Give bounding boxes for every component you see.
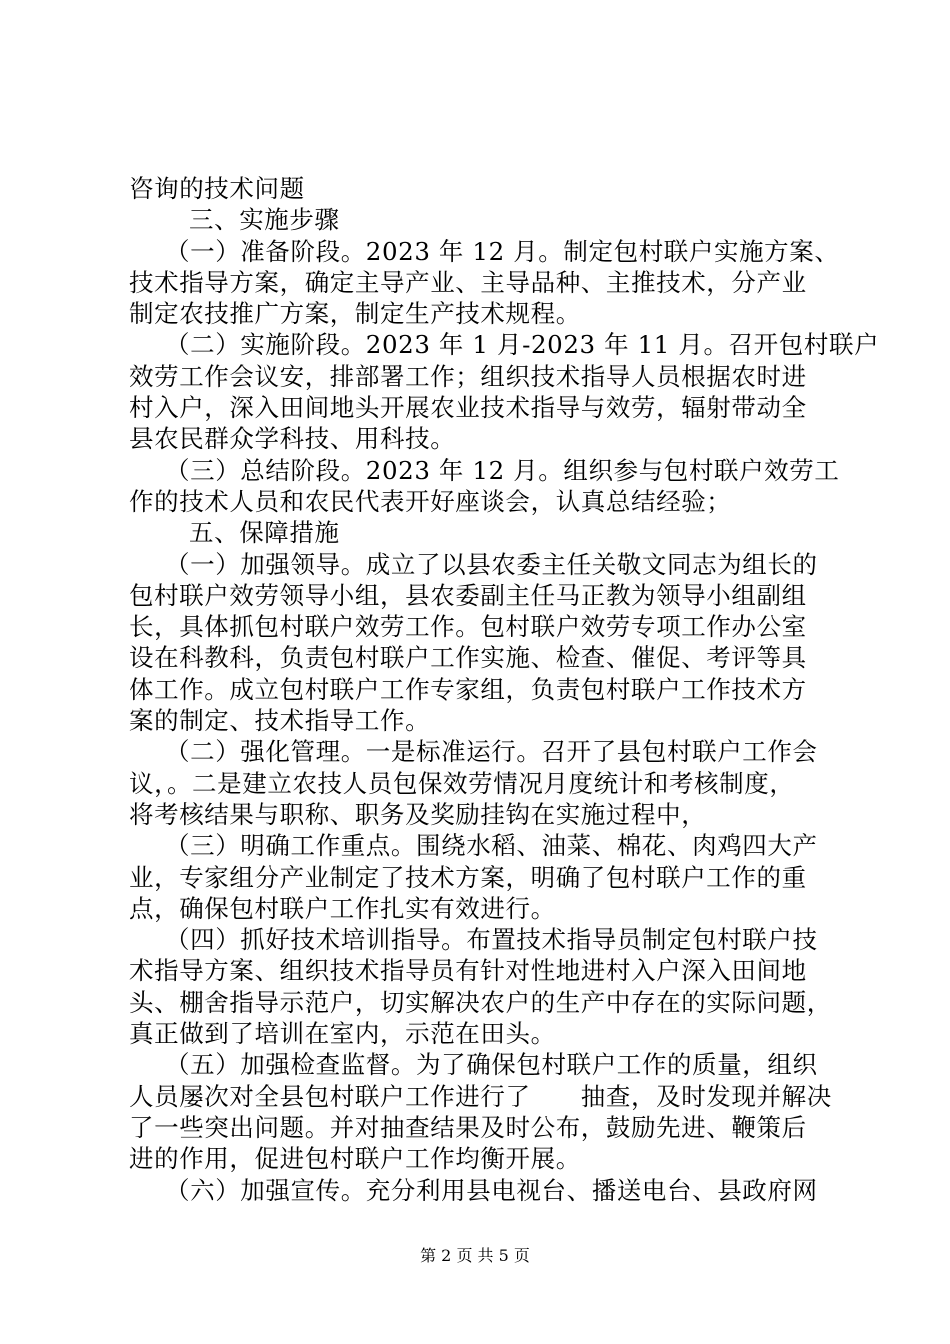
body-line: 制定农技推广方案，制定生产技术规程。 (129, 299, 581, 329)
body-line: 效劳工作会议安，排部署工作；组织技术指导人员根据农时进 (129, 361, 807, 391)
document-body (129, 173, 880, 1206)
body-line: 了一些突出问题。并对抽查结果及时公布，鼓励先进、鞭策后 (129, 1112, 807, 1142)
body-line: （二）强化管理。一是标准运行。召开了县包村联户工作会 (165, 737, 818, 767)
body-line: 案的制定、技术指导工作。 (129, 706, 431, 736)
body-line: 长，具体抓包村联户效劳工作。包村联户效劳专项工作办公室 (129, 612, 807, 642)
body-line: （一）加强领导。成立了以县农委主任关敬文同志为组长的 (165, 549, 818, 579)
body-line: （三）总结阶段。2023 年 12 月。组织参与包村联户效劳工 (165, 455, 840, 485)
body-line: （五）加强检查监督。为了确保包村联户工作的质量，组织 (165, 1050, 818, 1080)
body-line: 设在科教科，负责包村联户工作实施、检查、催促、考评等具 (129, 643, 807, 673)
body-line: 真正做到了培训在室内，示范在田头。 (129, 1019, 556, 1049)
body-line: 作的技术人员和农民代表开好座谈会，认真总结经验； (129, 486, 732, 516)
body-line: （二）实施阶段。2023 年 1 月-2023 年 11 月。召开包村联户 (165, 330, 880, 360)
body-line: 咨询的技术问题 (129, 174, 305, 203)
page-number: 第 2 页 共 5 页 (420, 1246, 530, 1265)
body-line: 业，专家组分产业制定了技术方案，明确了包村联户工作的重 (129, 862, 807, 892)
body-line: 县农民群众学科技、用科技。 (129, 424, 456, 454)
section-heading: 三、实施步骤 (189, 205, 340, 235)
body-line: 进的作用，促进包村联户工作均衡开展。 (129, 1144, 581, 1174)
body-line: 术指导方案、组织技术指导员有针对性地进村入户深入田间地 (129, 956, 807, 986)
body-line: （三）明确工作重点。围绕水稻、油菜、棉花、肉鸡四大产 (165, 831, 818, 861)
body-line: （四）抓好技术培训指导。布置技术指导员制定包村联户技 (165, 925, 818, 955)
body-line: 头、棚舍指导示范户，切实解决农户的生产中存在的实际问题， (129, 987, 832, 1017)
body-line: （六）加强宣传。充分利用县电视台、播送电台、县政府网 (165, 1175, 818, 1205)
body-line: 体工作。成立包村联户工作专家组，负责包村联户工作技术方 (129, 674, 807, 704)
body-line: 村入户，深入田间地头开展农业技术指导与效劳，辐射带动全 (129, 393, 807, 423)
body-line: 议，。二是建立农技人员包保效劳情况月度统计和考核制度， (129, 768, 795, 798)
body-line: 包村联户效劳领导小组，县农委副主任马正教为领导小组副组 (129, 580, 807, 610)
body-line: 将考核结果与职称、职务及奖励挂钩在实施过程中， (129, 799, 707, 829)
section-heading: 五、保障措施 (189, 518, 340, 548)
body-line: 点，确保包村联户工作扎实有效进行。 (129, 893, 556, 923)
body-line: 技术指导方案，确定主导产业、主导品种、主推技术，分产业 (129, 267, 807, 297)
body-line: （一）准备阶段。2023 年 12 月。制定包村联户实施方案、 (165, 236, 840, 266)
body-line: 人员屡次对全县包村联户工作进行了 抽查，及时发现并解决 (129, 1081, 832, 1111)
